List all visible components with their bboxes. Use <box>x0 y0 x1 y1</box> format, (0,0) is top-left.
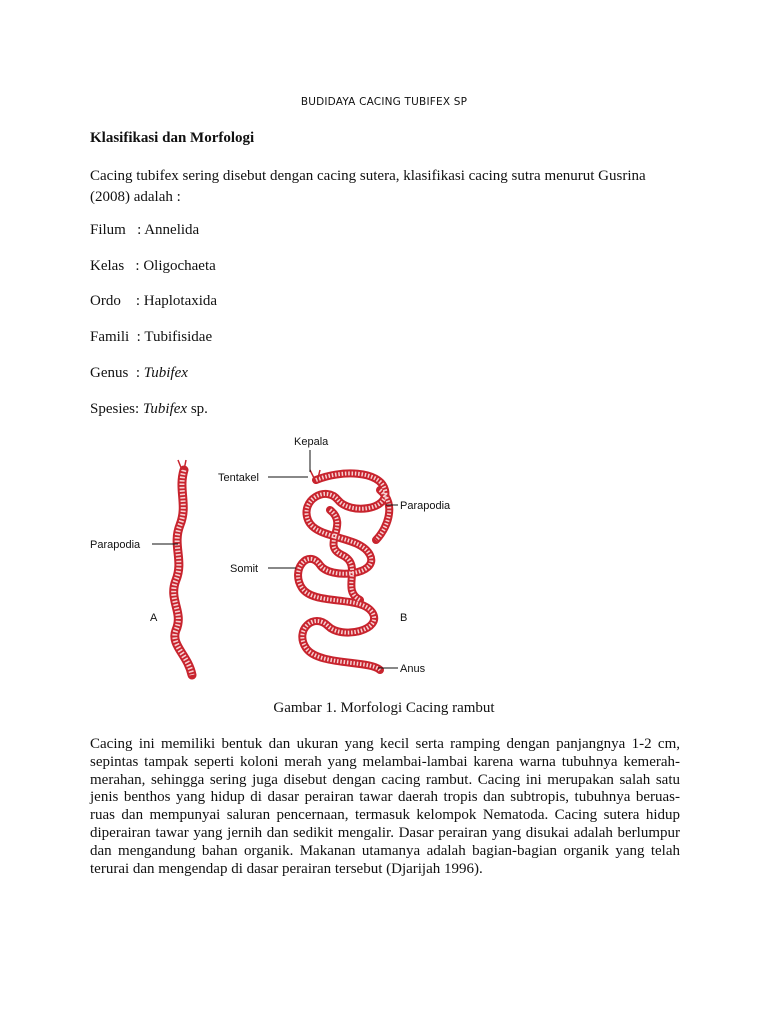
classification-ordo: Ordo : Haplotaxida <box>90 293 218 309</box>
classification-kelas: Kelas : Oligochaeta <box>90 258 216 274</box>
label-tentakel: Tentakel <box>218 472 259 484</box>
classification-value: Tubifisidae <box>144 329 213 345</box>
intro-paragraph: Cacing tubifex sering disebut dengan cacing sutera, klasifikasi cacing sutra menurut Gusrina (2008) adalah : <box>90 168 646 205</box>
classification-genus: Genus : Tubifex <box>90 365 188 381</box>
label-parapodia-right: Parapodia <box>400 500 451 512</box>
classification-value: Oligochaeta <box>143 258 216 274</box>
classification-value: Haplotaxida <box>143 293 218 309</box>
classification-famili: Famili : Tubifisidae <box>90 329 213 345</box>
classification-label: Filum <box>90 222 126 238</box>
classification-value: Annelida <box>144 222 200 238</box>
classification-filum: Filum : Annelida <box>90 222 200 238</box>
document-title: BUDIDAYA CACING TUBIFEX SP <box>300 96 468 108</box>
label-parapodia-left: Parapodia <box>90 539 141 551</box>
label-leader-lines <box>152 450 398 668</box>
classification-spesies: Spesies: Tubifex sp. <box>90 401 208 417</box>
classification-value-italic: Tubifex <box>142 401 188 417</box>
section-heading: Klasifikasi dan Morfologi <box>90 130 255 146</box>
label-a: A <box>150 612 158 624</box>
classification-label: Kelas <box>90 258 125 274</box>
figure-caption: Gambar 1. Morfologi Cacing rambut <box>273 700 495 716</box>
label-somit: Somit <box>230 563 259 575</box>
worm-morphology-figure <box>80 430 500 685</box>
worm-a-drawing <box>174 460 192 675</box>
worm-illustration <box>80 430 500 685</box>
worm-b-drawing <box>298 470 389 670</box>
classification-value-italic: Tubifex <box>143 365 188 381</box>
classification-label: Famili <box>90 329 130 345</box>
classification-label: Ordo <box>90 293 121 309</box>
label-kepala: Kepala <box>294 436 329 448</box>
label-anus: Anus <box>400 663 426 675</box>
classification-label: Genus <box>90 365 129 381</box>
classification-suffix: sp. <box>187 401 208 417</box>
classification-label: Spesies <box>90 401 135 417</box>
body-paragraph: Cacing ini memiliki bentuk dan ukuran yang kecil serta ramping dengan panjangnya 1-2 cm, sepintas tampak seperti koloni merah yang melambai-lambai karena warna tubuhnya kemerah-merahan, sehingga sering juga disebut dengan cacing rambut. Cacing ini merupakan salah satu jenis benthos yang hidup di dasar perairan tawar daerah tropis dan subtropis, tubuhnya beruas-ruas dan mempunyai saluran pencernaan, termasuk kelompok Nematoda. Cacing sutera hidup diperairan tawar yang jernih dan sedikit mengalir. Dasar perairan yang disukai adalah berlumpur dan mengandung bahan organik. Makanan utamanya adalah bagian-bagian organik yang telah terurai dan mengendap di dasar perairan tersebut (Djarijah 1996). <box>90 736 680 877</box>
label-b: B <box>400 612 408 624</box>
